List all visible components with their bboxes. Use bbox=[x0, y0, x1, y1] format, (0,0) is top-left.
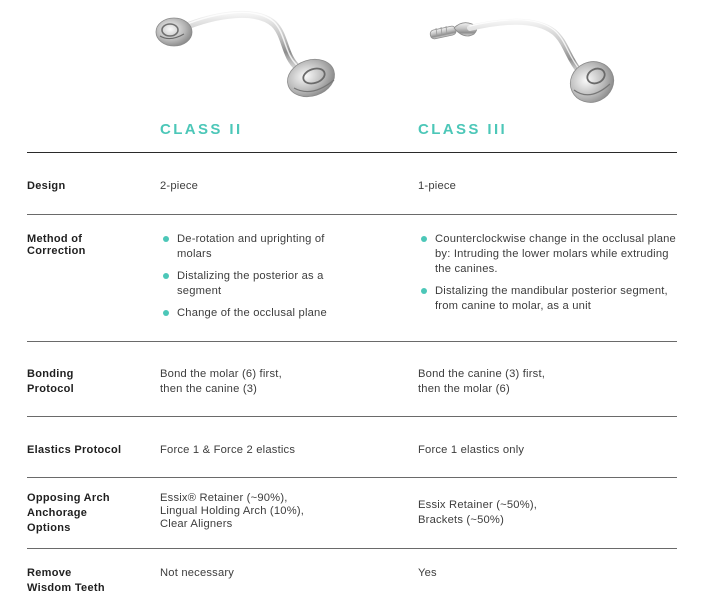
cell-bonding-class-ii bbox=[160, 367, 400, 397]
row-divider bbox=[27, 548, 677, 549]
list-item bbox=[160, 269, 400, 299]
column-header-class-ii: CLASS II bbox=[160, 121, 243, 138]
cell-elastics-class-iii: Force 1 elastics only bbox=[418, 444, 525, 456]
header-divider bbox=[27, 152, 677, 153]
list-item-text: Distalizing the posterior as a segment bbox=[177, 270, 324, 297]
row-label-line: Protocol bbox=[27, 383, 75, 395]
cell-line: Lingual Holding Arch (10%), bbox=[160, 505, 305, 517]
list-item-text: Counterclockwise change in the occlusal plane by: Intruding the lower molars while extruding the canines. bbox=[435, 233, 676, 275]
row-divider bbox=[27, 416, 677, 417]
bullet-dot-icon bbox=[421, 288, 427, 294]
cell-line: Clear Aligners bbox=[160, 518, 233, 530]
cell-wisdom-class-ii: Not necessary bbox=[160, 567, 235, 579]
column-header-class-iii: CLASS III bbox=[418, 121, 508, 138]
cell-line: Bond the canine (3) first, bbox=[418, 368, 546, 380]
row-label-opposing bbox=[27, 491, 152, 536]
list-item bbox=[418, 232, 680, 277]
row-label-elastics: Elastics Protocol bbox=[27, 444, 122, 456]
bullet-list bbox=[160, 232, 400, 321]
list-item bbox=[160, 232, 400, 262]
bullet-dot-icon bbox=[421, 236, 427, 242]
cell-bonding-class-iii bbox=[418, 367, 680, 397]
product-images bbox=[0, 0, 714, 110]
row-label-method bbox=[27, 232, 152, 259]
cell-design-class-iii: 1-piece bbox=[418, 180, 457, 192]
row-label-line: Options bbox=[27, 522, 71, 534]
cell-line: Brackets (~50%) bbox=[418, 514, 505, 526]
cell-opposing-class-ii bbox=[160, 491, 400, 532]
row-divider bbox=[27, 214, 677, 215]
bullet-dot-icon bbox=[163, 273, 169, 279]
cell-wisdom-class-iii: Yes bbox=[418, 567, 437, 579]
row-label-line: Correction bbox=[27, 245, 86, 257]
row-label-design: Design bbox=[27, 180, 66, 192]
list-item bbox=[418, 284, 680, 314]
list-item-text: Distalizing the mandibular posterior segment, from canine to molar, as a unit bbox=[435, 285, 668, 312]
cell-line: Essix Retainer (~50%), bbox=[418, 499, 538, 511]
cell-line: then the canine (3) bbox=[160, 383, 258, 395]
class-ii-appliance-image bbox=[146, 6, 346, 106]
row-divider bbox=[27, 477, 677, 478]
row-label-line: Anchorage bbox=[27, 507, 88, 519]
row-label-wisdom bbox=[27, 566, 152, 596]
bullet-dot-icon bbox=[163, 236, 169, 242]
row-label-line: Remove bbox=[27, 567, 72, 579]
row-label-line: Wisdom Teeth bbox=[27, 582, 105, 594]
list-item-text: De-rotation and uprighting of molars bbox=[177, 233, 325, 260]
row-divider bbox=[27, 341, 677, 342]
bullet-dot-icon bbox=[163, 310, 169, 316]
cell-design-class-ii: 2-piece bbox=[160, 180, 199, 192]
cell-method-class-iii bbox=[418, 232, 680, 321]
row-label-line: Opposing Arch bbox=[27, 492, 110, 504]
bullet-list bbox=[418, 232, 680, 314]
list-item bbox=[160, 306, 400, 321]
cell-line: Essix® Retainer (~90%), bbox=[160, 492, 288, 504]
row-label-line: Bonding bbox=[27, 368, 74, 380]
cell-line: then the molar (6) bbox=[418, 383, 510, 395]
row-label-line: Method of bbox=[27, 233, 83, 245]
cell-opposing-class-iii bbox=[418, 498, 680, 528]
cell-line: Bond the molar (6) first, bbox=[160, 368, 282, 380]
class-iii-appliance-image bbox=[424, 6, 624, 106]
cell-method-class-ii bbox=[160, 232, 400, 328]
row-label-bonding bbox=[27, 367, 152, 397]
cell-elastics-class-ii: Force 1 & Force 2 elastics bbox=[160, 444, 296, 456]
list-item-text: Change of the occlusal plane bbox=[177, 307, 327, 319]
